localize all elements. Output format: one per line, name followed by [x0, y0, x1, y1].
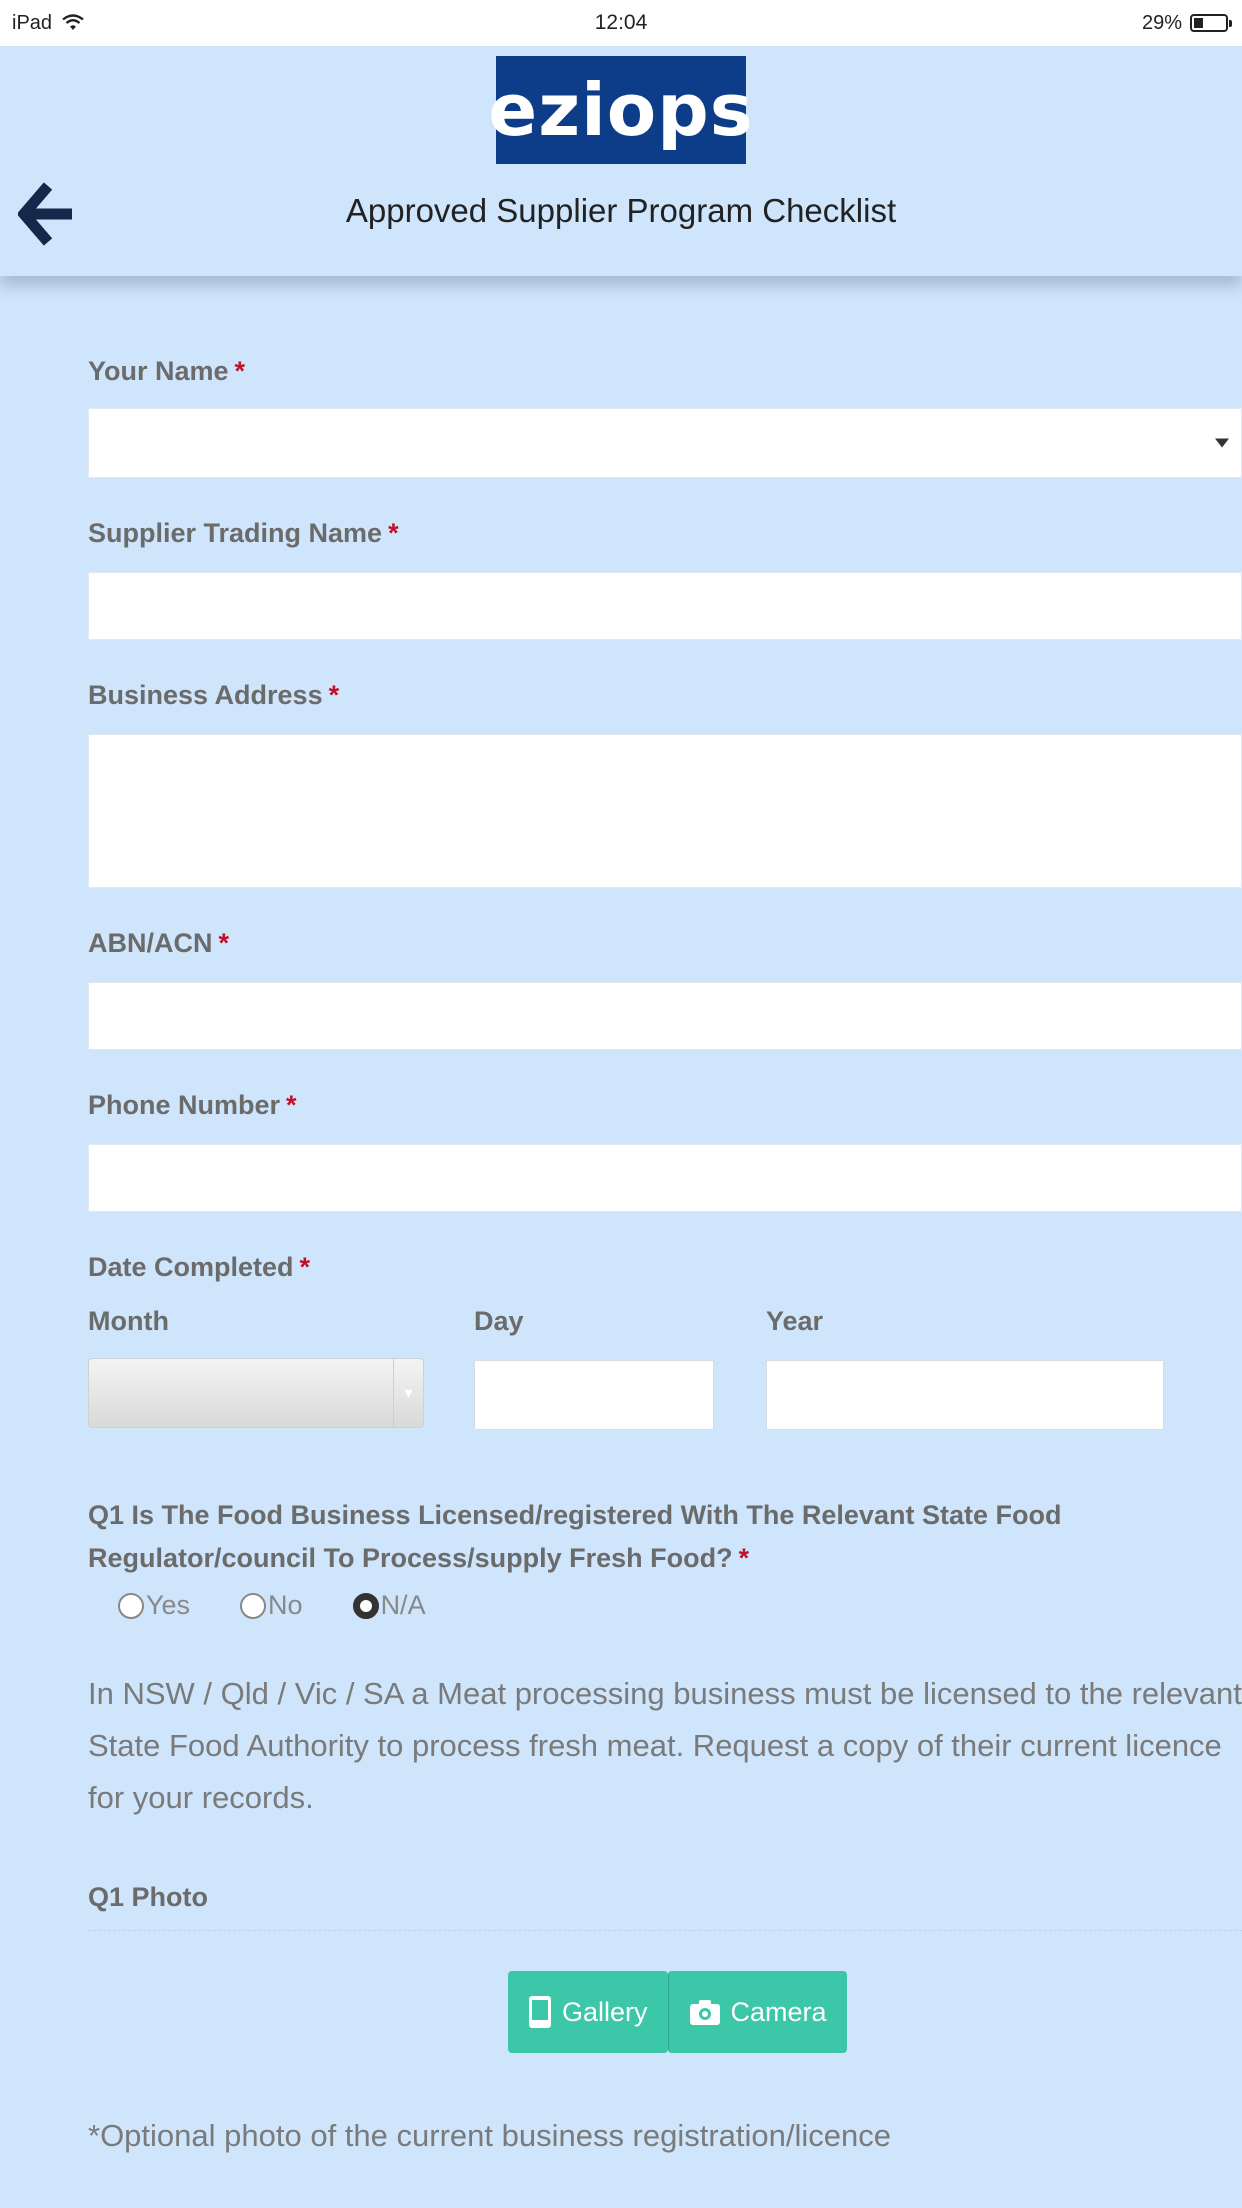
page-title: Approved Supplier Program Checklist	[345, 192, 897, 229]
photo-buttons	[508, 1971, 847, 2053]
year-label: Year	[766, 1306, 824, 1336]
q1-option-no[interactable]	[240, 1590, 303, 1621]
supplier-trading-name-input[interactable]	[88, 572, 1242, 640]
q1-option-no-label: No	[268, 1590, 303, 1620]
year-input[interactable]	[766, 1360, 1164, 1430]
status-right	[1142, 12, 1228, 35]
month-label: Month	[88, 1306, 169, 1336]
required-marker: *	[299, 1252, 311, 1282]
required-marker: *	[328, 680, 340, 710]
camera-button[interactable]	[668, 1971, 847, 2053]
camera-button-label: Camera	[730, 1996, 827, 2027]
business-address-label-text: Business Address	[88, 680, 323, 710]
chevron-down-icon: ▾	[393, 1359, 423, 1427]
abn-acn-input[interactable]	[88, 982, 1242, 1050]
app-header	[0, 46, 1242, 276]
supplier-trading-name-label-text: Supplier Trading Name	[88, 518, 383, 548]
your-name-label-text: Your Name	[88, 356, 229, 386]
gallery-button-label: Gallery	[562, 1996, 648, 2027]
q1-option-yes-label: Yes	[146, 1590, 191, 1620]
day-label: Day	[474, 1306, 524, 1336]
abn-acn-label-text: ABN/ACN	[88, 928, 213, 958]
q1-photo-area	[88, 1930, 1242, 2120]
supplier-trading-name-label	[88, 518, 399, 549]
status-time: 12:04	[594, 11, 648, 34]
battery-percent: 29%	[1141, 11, 1182, 34]
q1-question	[88, 1494, 1242, 1580]
required-marker: *	[234, 356, 246, 386]
device-name: iPad	[12, 11, 53, 34]
q1-question-text: Q1 Is The Food Business Licensed/registered With The Relevant State Food Regulator/council To Process/supply Fresh Food?	[88, 1500, 1062, 1573]
camera-icon	[689, 1998, 721, 2026]
required-marker: *	[218, 928, 230, 958]
your-name-label	[88, 356, 245, 387]
business-address-textarea[interactable]	[88, 734, 1242, 888]
required-marker: *	[738, 1543, 750, 1573]
eziops-logo: eziops	[496, 56, 746, 164]
required-marker: *	[388, 518, 399, 548]
radio-checked-icon	[353, 1593, 379, 1619]
business-address-label	[88, 680, 339, 711]
radio-unchecked-icon	[240, 1593, 266, 1619]
q1-option-yes[interactable]	[118, 1590, 190, 1621]
q1-photo-note: *Optional photo of the current business registration/licence	[88, 2118, 892, 2153]
month-select[interactable]	[88, 1358, 424, 1428]
chevron-down-icon	[1215, 439, 1229, 448]
status-bar	[0, 0, 1242, 46]
gallery-icon	[528, 1995, 552, 2029]
day-input[interactable]	[474, 1360, 714, 1430]
radio-unchecked-icon	[118, 1593, 144, 1619]
q1-help-text: In NSW / Qld / Vic / SA a Meat processing business must be licensed to the relevant State Food Authority to process fresh meat. Request a copy of their current licence for your records.	[88, 1676, 1242, 1815]
battery-icon	[1190, 14, 1228, 32]
required-marker: *	[286, 1090, 297, 1120]
gallery-button[interactable]	[508, 1971, 668, 2053]
q1-option-na[interactable]	[353, 1590, 426, 1621]
q1-option-na-label: N/A	[380, 1590, 426, 1620]
q1-photo-label: Q1 Photo	[88, 1882, 208, 1912]
your-name-select[interactable]	[88, 408, 1242, 478]
q1-radio-group	[118, 1590, 426, 1621]
phone-number-input[interactable]	[88, 1144, 1242, 1212]
phone-number-label-text: Phone Number	[88, 1090, 281, 1120]
phone-number-label	[88, 1090, 297, 1121]
date-completed-label-text: Date Completed	[88, 1252, 294, 1282]
date-completed-label	[88, 1252, 310, 1283]
abn-acn-label	[88, 928, 229, 959]
